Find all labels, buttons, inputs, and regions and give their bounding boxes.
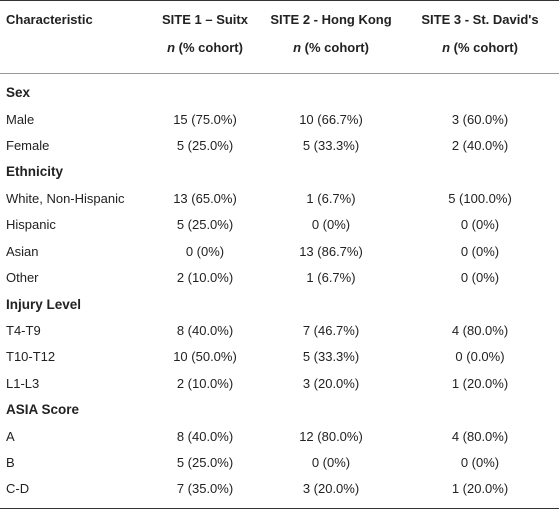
row-value-site-2: 5 (33.3%) <box>302 349 360 364</box>
row-value-site-1: 13 (65.0%) <box>173 191 237 206</box>
row-label: B <box>6 455 15 470</box>
row-value-site-2: 3 (20.0%) <box>302 376 360 391</box>
header-site-1: SITE 1 – Suitx <box>162 12 248 27</box>
subheader-site-2 <box>258 40 404 56</box>
row-value-site-3: 2 (40.0%) <box>451 138 509 153</box>
row-label: T10-T12 <box>6 349 56 364</box>
row-value-site-1: 7 (35.0%) <box>176 481 234 496</box>
subheader-cohort: (% cohort) <box>175 40 243 55</box>
row-label: L1-L3 <box>6 376 40 391</box>
row-value-site-2: 13 (86.7%) <box>299 244 363 259</box>
row-label: Other <box>6 270 39 285</box>
row-value-site-2: 1 (6.7%) <box>306 191 356 206</box>
row-value-site-1: 15 (75.0%) <box>173 112 237 127</box>
row-value-site-1: 10 (50.0%) <box>173 349 237 364</box>
row-label: Asian <box>6 244 39 259</box>
row-value-site-1: 2 (10.0%) <box>176 270 234 285</box>
row-value-site-3: 0 (0%) <box>460 455 500 470</box>
subheader-site-3 <box>406 40 554 56</box>
row-value-site-1: 8 (40.0%) <box>176 323 234 338</box>
row-value-site-2: 12 (80.0%) <box>299 429 363 444</box>
row-value-site-3: 4 (80.0%) <box>451 323 509 338</box>
subheader-site-1 <box>150 40 260 56</box>
row-value-site-1: 8 (40.0%) <box>176 429 234 444</box>
row-label: T4-T9 <box>6 323 41 338</box>
section-title-asia-score: ASIA Score <box>6 402 80 417</box>
row-value-site-2: 3 (20.0%) <box>302 481 360 496</box>
row-label: C-D <box>6 481 30 496</box>
row-value-site-2: 0 (0%) <box>311 217 351 232</box>
section-title-sex: Sex <box>6 85 31 100</box>
subheader-cohort: (% cohort) <box>301 40 369 55</box>
row-value-site-1: 5 (25.0%) <box>176 217 234 232</box>
subheader-n: n <box>293 40 302 55</box>
row-value-site-1: 0 (0%) <box>185 244 225 259</box>
header-site-2: SITE 2 - Hong Kong <box>270 12 392 27</box>
subheader-cohort: (% cohort) <box>450 40 518 55</box>
row-value-site-3: 1 (20.0%) <box>451 481 509 496</box>
row-value-site-3: 0 (0.0%) <box>455 349 505 364</box>
header-site-3: SITE 3 - St. David's <box>421 12 539 27</box>
row-value-site-1: 5 (25.0%) <box>176 138 234 153</box>
row-value-site-3: 0 (0%) <box>460 217 500 232</box>
row-value-site-3: 5 (100.0%) <box>448 191 512 206</box>
row-value-site-2: 7 (46.7%) <box>302 323 360 338</box>
table-bottom-rule <box>0 508 559 509</box>
subheader-n: n <box>442 40 451 55</box>
row-label: Male <box>6 112 35 127</box>
table-top-rule <box>0 0 559 1</box>
row-value-site-3: 1 (20.0%) <box>451 376 509 391</box>
row-label: A <box>6 429 15 444</box>
section-title-injury-level: Injury Level <box>6 297 82 312</box>
row-value-site-1: 2 (10.0%) <box>176 376 234 391</box>
row-value-site-3: 4 (80.0%) <box>451 429 509 444</box>
section-title-ethnicity: Ethnicity <box>6 164 64 179</box>
row-label: White, Non-Hispanic <box>6 191 125 206</box>
row-value-site-3: 3 (60.0%) <box>451 112 509 127</box>
header-characteristic: Characteristic <box>6 12 93 27</box>
row-value-site-2: 1 (6.7%) <box>306 270 356 285</box>
header-divider <box>0 73 559 74</box>
row-value-site-3: 0 (0%) <box>460 244 500 259</box>
row-value-site-2: 0 (0%) <box>311 455 351 470</box>
row-label: Hispanic <box>6 217 56 232</box>
subheader-n: n <box>167 40 176 55</box>
row-value-site-1: 5 (25.0%) <box>176 455 234 470</box>
row-value-site-2: 10 (66.7%) <box>299 112 363 127</box>
row-value-site-3: 0 (0%) <box>460 270 500 285</box>
row-label: Female <box>6 138 50 153</box>
row-value-site-2: 5 (33.3%) <box>302 138 360 153</box>
